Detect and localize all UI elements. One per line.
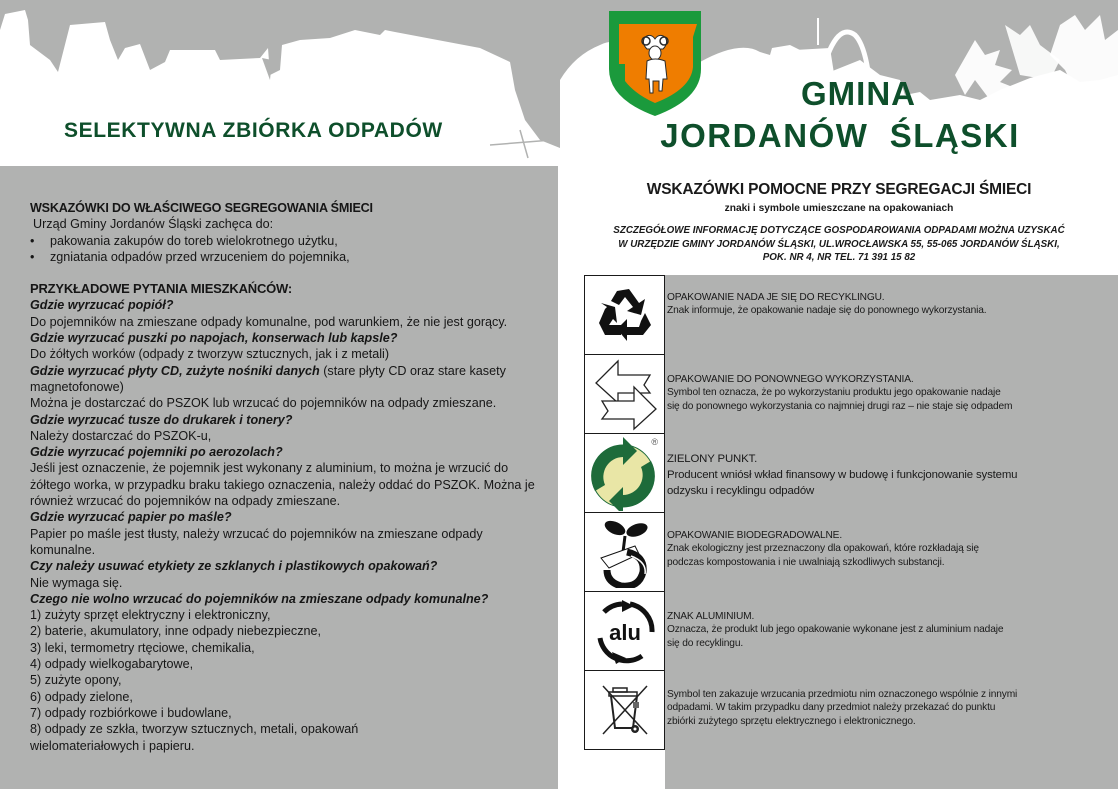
- list-item: • pakowania zakupów do toreb wielokrotnego użytku,: [30, 233, 538, 249]
- symbol-description: [667, 291, 1107, 318]
- faq-list: [30, 297, 538, 590]
- registered-mark: ®: [651, 437, 658, 447]
- symbol-text-line: Oznacza, że produkt lub jego opakowanie wykonane jest z aluminium nadaje: [667, 624, 1004, 636]
- symbol-text-line: się do recyklingu.: [667, 637, 744, 649]
- contact-info-line: SZCZEGÓŁOWE INFORMACJĘ DOTYCZĄCE GOSPODAROWANIA ODPADAMI MOŻNA UZYSKAĆ: [613, 225, 1065, 236]
- symbol-title: OPAKOWANIE DO PONOWNEGO WYKORZYSTANIA.: [667, 374, 914, 385]
- reuse-arrows-icon: [584, 354, 665, 434]
- symbol-text-line: podczas kompostowania i nie uwalniają szkodliwych substancji.: [667, 556, 945, 568]
- list-item: 4) odpady wielkogabarytowe,: [30, 657, 194, 672]
- list-item: 8) odpady ze szkła, tworzyw sztucznych, metali, opakowań: [30, 722, 359, 737]
- list-item: 7) odpady rozbiórkowe i budowlane,: [30, 705, 232, 720]
- sorting-tips-list: [30, 233, 538, 266]
- list-item: • zgniatania odpadów przed wrzuceniem do pojemnika,: [30, 249, 538, 265]
- faq-question: Gdzie wyrzucać pojemniki po aerozolach?: [30, 445, 283, 460]
- list-item: wielomateriałowych i papieru.: [30, 738, 195, 753]
- contact-info: [560, 224, 1118, 265]
- list-item: 6) odpady zielone,: [30, 689, 133, 704]
- symbol-text-line: Producent wniósł wkład finansowy w budowę i funkcjonowanie systemu: [667, 469, 1018, 481]
- faq-question-note: (stare płyty CD oraz stare kasety magnetofonowe): [30, 363, 506, 394]
- symbol-text-line: odzysku i recyklingu odpadów: [667, 485, 815, 497]
- symbol-text-line: zbiórki zużytego sprzętu elektrycznego i elektronicznego.: [667, 715, 916, 727]
- symbol-title: ZNAK ALUMINIUM.: [667, 611, 755, 622]
- recycle-icon: [584, 275, 665, 355]
- list-item: 3) leki, termometry rtęciowe, chemikalia,: [30, 640, 255, 655]
- symbol-text-line: się do ponownego wykorzystania co najmniej drugi raz – nie staje się odpadem: [667, 400, 1013, 412]
- symbol-title: ZIELONY PUNKT.: [667, 453, 758, 465]
- faq-question: Gdzie wyrzucać tusze do drukarek i tonery?: [30, 412, 293, 427]
- list-item: 1) zużyty sprzęt elektryczny i elektroniczny,: [30, 608, 271, 623]
- crossed-bin-icon: [584, 670, 665, 750]
- contact-info-line: POK. NR 4, NR TEL. 71 391 15 82: [762, 252, 916, 263]
- symbol-text-line: Symbol ten zakazuje wrzucania przedmiotu nim oznaczonego wspólnie z innymi: [667, 689, 1018, 700]
- municipality-title-line1: GMINA: [801, 75, 916, 112]
- faq-answer: Papier po maśle jest tłusty, należy wrzucać do pojemników na zmieszane odpady komunalne.: [30, 526, 483, 557]
- symbol-text-line: Znak ekologiczny jest przeznaczony dla opakowań, które rozkładają się: [667, 543, 979, 555]
- symbol-description: [667, 529, 1107, 569]
- aluminium-icon-label: alu: [608, 620, 641, 645]
- symbol-text-line: Symbol ten oznacza, że po wykorzystaniu produktu jego opakowanie nadaje: [667, 387, 1001, 399]
- symbol-description: [667, 373, 1107, 413]
- green-dot-icon: [584, 433, 665, 513]
- faq-heading: PRZYKŁADOWE PYTANIA MIESZKAŃCÓW:: [30, 281, 293, 297]
- faq-question: Gdzie wyrzucać płyty CD, zużyte nośniki danych: [30, 363, 320, 378]
- sorting-tips-panel: [0, 166, 558, 789]
- symbols-subheading: znaki i symbole umieszczane na opakowaniach: [724, 203, 954, 214]
- municipality-title: [640, 73, 1040, 157]
- faq-question: Gdzie wyrzucać popiół?: [30, 298, 174, 313]
- forbidden-items-list: [30, 607, 538, 754]
- faq-question: Czy należy usuwać etykiety ze szklanych i plastikowych opakowań?: [30, 559, 438, 574]
- faq-answer: Należy dostarczać do PSZOK-u,: [30, 428, 212, 443]
- sorting-tips-intro: Urząd Gminy Jordanów Śląski zachęca do:: [33, 217, 274, 232]
- page-title-left: SELEKTYWNA ZBIÓRKA ODPADÓW: [64, 119, 443, 142]
- aluminium-icon: [584, 591, 665, 671]
- symbol-text-line: Znak informuje, że opakowanie nadaje się do ponownego wykorzystania.: [667, 305, 987, 317]
- symbol-description: [667, 688, 1107, 728]
- faq-answer: Jeśli jest oznaczenie, że pojemnik jest wykonany z aluminium, to można je wrzucić do żółtego worka, w przypadku braku takiego oznaczenia, należy oddać do PSZOK. Można je również wrzucać do pojemników na odpady zmieszane.: [30, 461, 535, 509]
- list-item: 2) baterie, akumulatory, inne odpady niebezpieczne,: [30, 624, 322, 639]
- symbol-title: OPAKOWANIE NADA JE SIĘ DO RECYKLINGU.: [667, 292, 885, 303]
- municipality-title-line2: JORDANÓW ŚLĄSKI: [660, 117, 1020, 154]
- symbol-description: [667, 451, 1107, 499]
- forbidden-items-heading: Czego nie wolno wrzucać do pojemników na zmieszane odpady komunalne?: [30, 591, 489, 606]
- faq-answer: Można je dostarczać do PSZOK lub wrzucać do pojemników na odpady zmieszane.: [30, 396, 497, 411]
- faq-answer: Nie wymaga się.: [30, 575, 123, 590]
- symbol-description: [667, 610, 1107, 650]
- contact-info-line: W URZĘDZIE GMINY JORDANÓW ŚLĄSKI, UL.WROCŁAWSKA 55, 55-065 JORDANÓW ŚLĄSKI,: [618, 238, 1060, 250]
- symbol-text-line: odpadami. W takim przypadku dany przedmiot należy przekazać do punktu: [667, 702, 996, 714]
- list-item: 5) zużyte opony,: [30, 673, 122, 688]
- faq-question: Gdzie wyrzucać puszki po napojach, konserwach lub kapsle?: [30, 331, 398, 346]
- symbols-heading: WSKAZÓWKI POMOCNE PRZY SEGREGACJI ŚMIECI: [646, 181, 1032, 198]
- sorting-tips-heading: WSKAZÓWKI DO WŁAŚCIWEGO SEGREGOWANIA ŚMIECI: [30, 201, 373, 215]
- faq-question: Gdzie wyrzucać papier po maśle?: [30, 510, 232, 525]
- faq-answer: Do pojemników na zmieszane odpady komunalne, pod warunkiem, że nie jest gorący.: [30, 314, 508, 329]
- symbol-title: OPAKOWANIE BIODEGRADOWALNE.: [667, 530, 843, 541]
- faq-answer: Do żółtych worków (odpady z tworzyw sztucznych, jak i z metali): [30, 347, 390, 362]
- biodegradable-icon: [584, 512, 665, 592]
